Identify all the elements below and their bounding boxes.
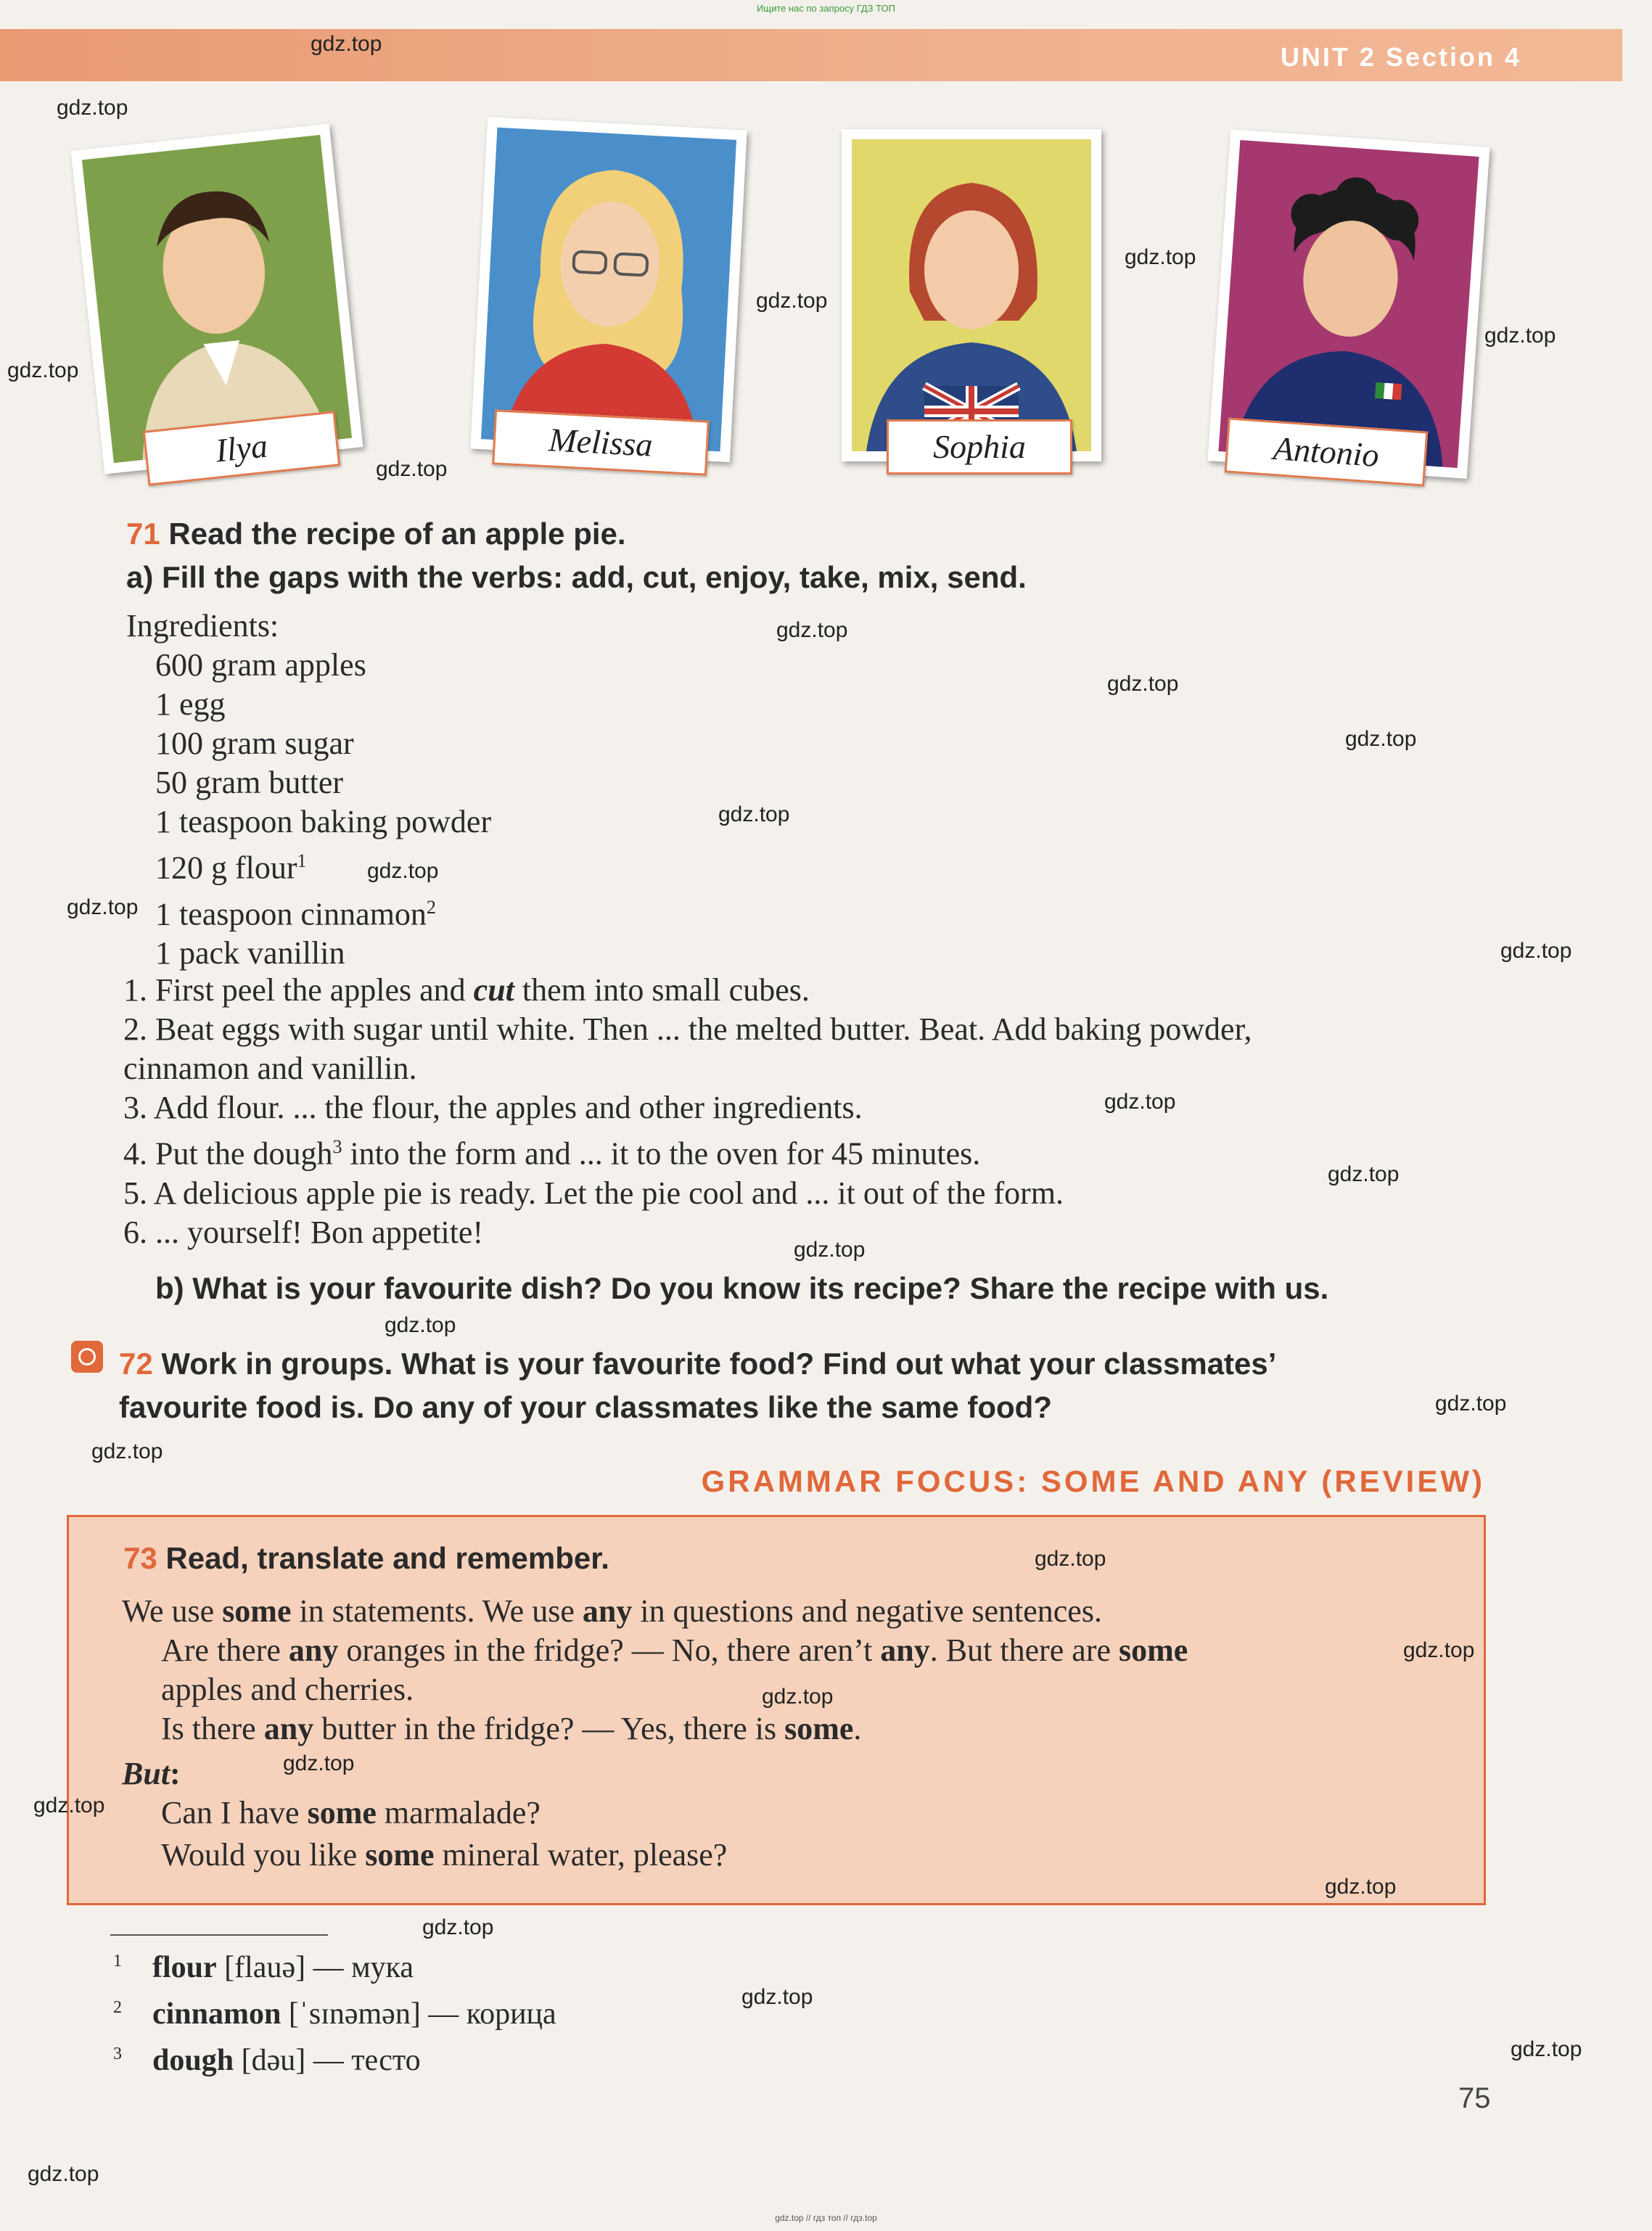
example-1-cont: apples and cherries. [161, 1672, 414, 1707]
step-2-cont: cinnamon and vanillin. [123, 1051, 417, 1086]
footnote-2: $^2$ cinnamon [ˈsɪnəmən] — корица [113, 1997, 556, 2031]
ingredients-list [155, 646, 491, 973]
watermark: gdz.top [33, 1794, 105, 1817]
watermark: gdz.top [1345, 727, 1417, 751]
grammar-focus-heading: GRAMMAR FOCUS: SOME AND ANY (REVIEW) [701, 1464, 1485, 1498]
watermark: gdz.top [741, 1985, 813, 2009]
watermark: gdz.top [1403, 1638, 1475, 1662]
watermark: gdz.top [91, 1439, 163, 1463]
rule-line: We use some in statements. We use any in questions and negative sentences. [122, 1593, 1102, 1629]
antonio-illustration [1218, 140, 1479, 468]
watermark: gdz.top [1104, 1090, 1176, 1114]
watermark: gdz.top [1435, 1392, 1507, 1416]
step-6: 6. ... yourself! Bon appetite! [123, 1214, 484, 1250]
ex71-heading [126, 517, 626, 551]
watermark: gdz.top [776, 618, 848, 642]
example-3: Can I have some marmalade? [161, 1795, 541, 1831]
step-3: 3. Add flour. ... the flour, the apples and other ingredients. [123, 1090, 863, 1125]
watermark: gdz.top [67, 895, 139, 919]
nametag-antonio: Antonio [1225, 417, 1429, 486]
top-note: Ищите нас по запросу ГДЗ ТОП [757, 3, 895, 14]
watermark: gdz.top [28, 2162, 99, 2186]
watermark: gdz.top [1484, 324, 1556, 348]
watermark: gdz.top [1107, 672, 1179, 696]
watermark: gdz.top [756, 289, 828, 313]
sophia-illustration [852, 139, 1091, 451]
unit-section-header: UNIT 2 Section 4 [1280, 42, 1521, 72]
ex71-task-a: a) Fill the gaps with the verbs: add, cut, enjoy, take, mix, send. [126, 560, 1027, 594]
watermark: gdz.top [422, 1915, 494, 1939]
watermark: gdz.top [1500, 939, 1572, 963]
photo-sophia [842, 129, 1101, 461]
watermark: gdz.top [1325, 1875, 1397, 1899]
footnotes [113, 1942, 556, 2081]
step-1: 1. First peel the apples and cut them into small cubes. [123, 972, 810, 1008]
ingredient-item: 50 gram butter [155, 765, 344, 800]
nametag-sophia: Sophia [887, 419, 1072, 474]
watermark: gdz.top [57, 96, 128, 120]
ex72-line1: 72 Work in groups. What is your favourite food? Find out what your classmates’ [119, 1347, 1277, 1381]
watermark: gdz.top [1511, 2037, 1582, 2061]
ingredient-item: 1 pack vanillin [155, 935, 345, 971]
ex73-title: Read, translate and remember. [165, 1541, 609, 1575]
watermark: gdz.top [367, 859, 439, 883]
ingredient-item: 600 gram apples [155, 647, 366, 683]
ingredient-item: 1 teaspoon cinnamon$^2$ [155, 896, 436, 932]
ex71-task-b: b) What is your favourite dish? Do you know its recipe? Share the recipe with us. [155, 1271, 1329, 1305]
recipe-steps [123, 971, 1502, 1252]
group-work-icon [71, 1341, 103, 1373]
watermark: gdz.top [1035, 1547, 1106, 1571]
example-4: Would you like some mineral water, please? [161, 1837, 728, 1873]
ex73-heading [123, 1541, 609, 1576]
ingredient-item: 1 egg [155, 686, 226, 722]
watermark: gdz.top [762, 1685, 834, 1709]
grammar-content [122, 1592, 1471, 1875]
step-2: 2. Beat eggs with sugar until white. Then ... the melted butter. Beat. Add baking powder, [123, 1011, 1252, 1047]
watermark: gdz.top [376, 457, 448, 481]
watermark: gdz.top [1125, 245, 1196, 269]
watermark: gdz.top [283, 1751, 355, 1775]
ex72-line2: favourite food is. Do any of your classmates like the same food? [119, 1390, 1052, 1424]
nametag-melissa: Melissa [492, 409, 710, 475]
ingredient-item: 1 teaspoon baking powder [155, 804, 492, 839]
footnote-3: $^3$ dough [dəu] — тесто [113, 2044, 421, 2077]
watermark: gdz.top [311, 32, 382, 56]
bottom-note: gdz.top // гдз топ // гдз.top [775, 2213, 877, 2223]
ingredient-item: 100 gram sugar [155, 726, 354, 761]
watermark: gdz.top [718, 802, 790, 826]
but-label: But: [122, 1756, 181, 1791]
example-1: Are there any oranges in the fridge? — No, there aren’t any. But there are some [161, 1632, 1188, 1668]
example-2: Is there any butter in the fridge? — Yes, there is some. [161, 1711, 862, 1746]
footnote-1: $^1$ flour [flauə] — мука [113, 1951, 414, 1984]
ex71-title: Read the recipe of an apple pie. [168, 517, 626, 551]
ingredient-item: 120 g flour$^1$ [155, 850, 307, 886]
ex72-number: 72 [119, 1347, 153, 1381]
step-4: 4. Put the dough$^3$ into the form and ... it to the oven for 45 minutes. [123, 1135, 981, 1172]
watermark: gdz.top [1328, 1162, 1400, 1186]
watermark: gdz.top [794, 1238, 866, 1262]
watermark: gdz.top [385, 1313, 456, 1337]
melissa-illustration [481, 128, 736, 452]
nametag-ilya: Ilya [143, 411, 340, 485]
step-5: 5. A delicious apple pie is ready. Let the pie cool and ... it out of the form. [123, 1175, 1064, 1211]
watermark: gdz.top [7, 358, 79, 382]
footnote-divider [110, 1934, 328, 1936]
page-number: 75 [1458, 2082, 1491, 2114]
ingredients-label: Ingredients: [126, 608, 279, 644]
ex73-number: 73 [123, 1541, 157, 1575]
ex71-number: 71 [126, 517, 160, 551]
